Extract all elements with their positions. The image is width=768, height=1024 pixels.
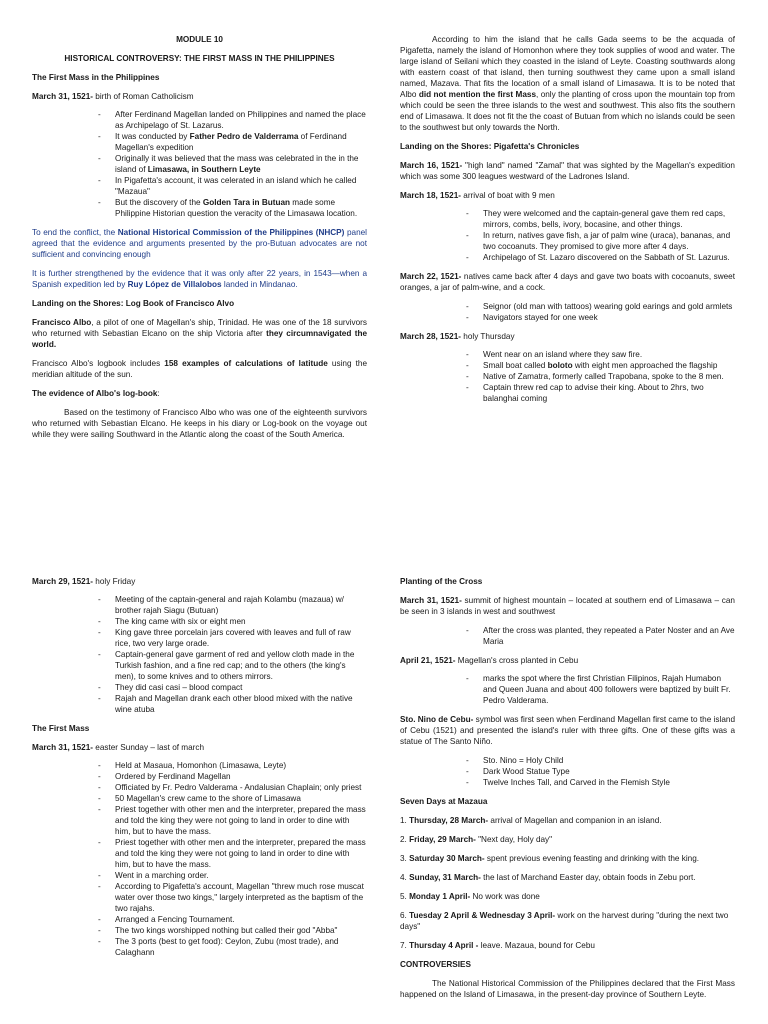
bullet-list bbox=[400, 301, 735, 323]
list-item: - Ordered by Ferdinand Magellan bbox=[115, 771, 367, 782]
numbered-item: 4. Sunday, 31 March- the last of Marchand Easter day, obtain foods in Zebu port. bbox=[400, 873, 696, 882]
numbered-item: 5. Monday 1 April- No work was done bbox=[400, 892, 540, 901]
list-item: - They were welcomed and the captain-general gave them red caps, mirrors, combs, bells, ivory, bocasine, and other things. bbox=[483, 208, 735, 230]
column-bottom-right bbox=[400, 576, 735, 1024]
list-item: - Dark Wood Statue Type bbox=[483, 766, 735, 777]
paragraph-controversies: The National Historical Commission of the Philippines declared that the First Mass happened on the Island of Limasawa, in the present-day province of Southern Leyte. bbox=[400, 979, 735, 999]
section-heading: The First Mass bbox=[32, 724, 90, 733]
column-top-right bbox=[400, 34, 735, 504]
bullet-list bbox=[32, 760, 367, 958]
list-item: - Captain-general gave garment of red and yellow cloth made in the Turkish fashion, and a fine red cap; and to the others (the king's men), to some knives and to others mirrors. bbox=[115, 649, 367, 682]
list-item: - In return, natives gave fish, a jar of palm wine (uraca), bananas, and two cocoanuts. They promised to give more after 4 days. bbox=[483, 230, 735, 252]
list-item: - Navigators stayed for one week bbox=[483, 312, 735, 323]
section-heading: The evidence of Albo's log-book: bbox=[32, 389, 160, 398]
date-entry: March 16, 1521- "high land" named "Zamal" that was sighted by the Magellan's expedition which was some 300 leagues westward of the Ladrones Island. bbox=[400, 161, 735, 181]
column-top-left bbox=[32, 34, 367, 504]
numbered-item: 6. Tuesday 2 April & Wednesday 3 April- work on the harvest during "during the next two days" bbox=[400, 911, 729, 931]
list-item: - 50 Magellan's crew came to the shore of Limasawa bbox=[115, 793, 367, 804]
list-item: - According to Pigafetta's account, Magellan "threw much rose muscat water over those two kings," largely interpreted as the baptism of the two rajahs. bbox=[115, 881, 367, 914]
paragraph-nhcp: To end the conflict, the National Historical Commission of the Philippines (NHCP) panel agreed that the evidence and arguments presented by the pro-Butuan advocates are not sufficient and convincing enough bbox=[32, 228, 367, 259]
section-heading: Seven Days at Mazaua bbox=[400, 797, 488, 806]
section-heading: Landing on the Shores: Log Book of Francisco Alvo bbox=[32, 299, 235, 308]
list-item: - Meeting of the captain-general and rajah Kolambu (mazaua) w/ brother rajah Siagu (Butuan) bbox=[115, 594, 367, 616]
numbered-item: 1. Thursday, 28 March- arrival of Magellan and companion in an island. bbox=[400, 816, 662, 825]
date-entry: April 21, 1521- Magellan's cross planted in Cebu bbox=[400, 656, 579, 665]
bullet-list bbox=[400, 349, 735, 404]
list-item: - King gave three porcelain jars covered with leaves and full of raw rice, two very large orade. bbox=[115, 627, 367, 649]
list-item: - The two kings worshipped nothing but called their god "Abba" bbox=[115, 925, 367, 936]
list-item: - Twelve Inches Tall, and Carved in the Flemish Style bbox=[483, 777, 735, 788]
list-item: - The king came with six or eight men bbox=[115, 616, 367, 627]
date-entry: March 31, 1521- birth of Roman Catholicism bbox=[32, 92, 194, 101]
bullet-list bbox=[400, 673, 735, 706]
date-entry: March 18, 1521- arrival of boat with 9 men bbox=[400, 191, 555, 200]
list-item: - Officiated by Fr. Pedro Valderama - Andalusian Chaplain; only priest bbox=[115, 782, 367, 793]
list-item: - marks the spot where the first Christian Filipinos, Rajah Humabon and Queen Juana and about 400 followers were baptized by built Fr. Pedro Valderama. bbox=[483, 673, 735, 706]
numbered-item: 7. Thursday 4 April - leave. Mazaua, bound for Cebu bbox=[400, 941, 595, 950]
paragraph-villalobos: It is further strengthened by the evidence that it was only after 22 years, in 1543—when a Spanish expedition led by Ruy López de Villalobos landed in Mindanao. bbox=[32, 269, 367, 289]
list-item: - Captain threw red cap to advise their king. About to 2hrs, two balanghai coming bbox=[483, 382, 735, 404]
list-item: - They did casi casi – blood compact bbox=[115, 682, 367, 693]
list-item: - Rajah and Magellan drank each other blood mixed with the native wine atuba bbox=[115, 693, 367, 715]
bullet-list bbox=[400, 208, 735, 263]
column-bottom-left bbox=[32, 576, 367, 1020]
list-item: - Seignor (old man with tattoos) wearing gold earings and gold armlets bbox=[483, 301, 735, 312]
list-item: - Went in a marching order. bbox=[115, 870, 367, 881]
list-item: - In Pigafetta's account, it was celerated in an island which he called "Mazaua" bbox=[115, 175, 367, 197]
date-entry: March 31, 1521- summit of highest mountain – located at southern end of Limasawa – can be seen in 3 islands in west and southwest bbox=[400, 596, 735, 616]
numbered-item: 3. Saturday 30 March- spent previous evening feasting and drinking with the king. bbox=[400, 854, 700, 863]
paragraph-testimony: Based on the testimony of Francisco Albo who was one of the eighteenth survivors who returned with Sebastian Elcano. He keeps in his diary or Log-book on the voyage out while they were sailing Southward in the Atlantic along the coast of the South America. bbox=[32, 408, 367, 439]
paragraph-albo: Francisco Albo, a pilot of one of Magellan's ship, Trinidad. He was one of the 18 survivors who returned with Sebastian Elcano on the ship Victoria after they circumnavigated the world. bbox=[32, 318, 367, 349]
list-item: - But the discovery of the Golden Tara in Butuan made some Philippine Historian question the veracity of the Limasawa location. bbox=[115, 197, 367, 219]
list-item: - Priest together with other men and the interpreter, prepared the mass and told the king they were not going to land in order to dine with him, but to have the mass. bbox=[115, 804, 367, 837]
list-item: - It was conducted by Father Pedro de Valderrama of Ferdinand Magellan's expedition bbox=[115, 131, 367, 153]
list-item: - Arranged a Fencing Tournament. bbox=[115, 914, 367, 925]
list-item: - Sto. Nino = Holy Child bbox=[483, 755, 735, 766]
numbered-item: 2. Friday, 29 March- "Next day, Holy day" bbox=[400, 835, 553, 844]
section-heading: Planting of the Cross bbox=[400, 577, 483, 586]
section-heading: CONTROVERSIES bbox=[400, 960, 471, 969]
bullet-list bbox=[400, 755, 735, 788]
list-item: - After Ferdinand Magellan landed on Philippines and named the place as Archipelago of St. Lazarus. bbox=[115, 109, 367, 131]
date-entry: March 28, 1521- holy Thursday bbox=[400, 332, 515, 341]
paragraph-santo-nino: Sto. Nino de Cebu- symbol was first seen when Ferdinand Magellan first came to the island of Cebu (1521) and presented the island's ruler with three gifts. One of these gifts was a statue of The Santo Niño. bbox=[400, 715, 735, 746]
list-item: - Small boat called boloto with eight men approached the flagship bbox=[483, 360, 735, 371]
bullet-list bbox=[400, 625, 735, 647]
list-item: - The 3 ports (best to get food): Ceylon, Zubu (most trade), and Calaghann bbox=[115, 936, 367, 958]
module-label: MODULE 10 bbox=[176, 35, 223, 44]
list-item: - Native of Zamatra, formerly called Trapobana, spoke to the 8 men. bbox=[483, 371, 735, 382]
list-item: - Priest together with other men and the interpreter, prepared the mass and told the king they were not going to land in order to dine with him, but to have the mass. bbox=[115, 837, 367, 870]
module-title: HISTORICAL CONTROVERSY: THE FIRST MASS IN THE PHILIPPINES bbox=[64, 54, 335, 63]
list-item: - After the cross was planted, they repeated a Pater Noster and an Ave Maria bbox=[483, 625, 735, 647]
bullet-list bbox=[32, 109, 367, 219]
list-item: - Went near on an island where they saw fire. bbox=[483, 349, 735, 360]
list-item: - Held at Masaua, Homonhon (Limasawa, Leyte) bbox=[115, 760, 367, 771]
section-heading: Landing on the Shores: Pigafetta's Chronicles bbox=[400, 142, 580, 151]
list-item: - Archipelago of St. Lazaro discovered on the Sabbath of St. Lazurus. bbox=[483, 252, 735, 263]
section-heading: The First Mass in the Philippines bbox=[32, 73, 160, 82]
paragraph-logbook: Francisco Albo's logbook includes 158 examples of calculations of latitude using the meridian altitude of the sun. bbox=[32, 359, 367, 379]
list-item: - Originally it was believed that the mass was celebrated in the in the island of Limasawa, in Southern Leyte bbox=[115, 153, 367, 175]
date-entry: March 29, 1521- holy Friday bbox=[32, 577, 136, 586]
date-entry: March 22, 1521- natives came back after 4 days and gave two boats with cocoanuts, sweet oranges, a jar of palm-wine, and a cock. bbox=[400, 272, 735, 292]
bullet-list bbox=[32, 594, 367, 715]
date-entry: March 31, 1521- easter Sunday – last of march bbox=[32, 743, 205, 752]
paragraph-gada: According to him the island that he calls Gada seems to be the acquada of Pigafetta, namely the island of Homonhon where they took supplies of wood and water. The large island of Seilani which they coasted in the island of Leyte. Coasting southwards along with eastern coast of that island, then turning southwest they came upon a small island named, Mazava. That fits the location of a small island of Limasawa. It is to be noted that Albo did not mention the first Mass, only the planting of cross upon the mountain top from which could be seen the three islands to the west and southwest. This also fits the southern end of Limasawa. It does not fit the the coast of Butuan from which no islands could be seen to the southwest but only towards the North. bbox=[400, 35, 735, 132]
